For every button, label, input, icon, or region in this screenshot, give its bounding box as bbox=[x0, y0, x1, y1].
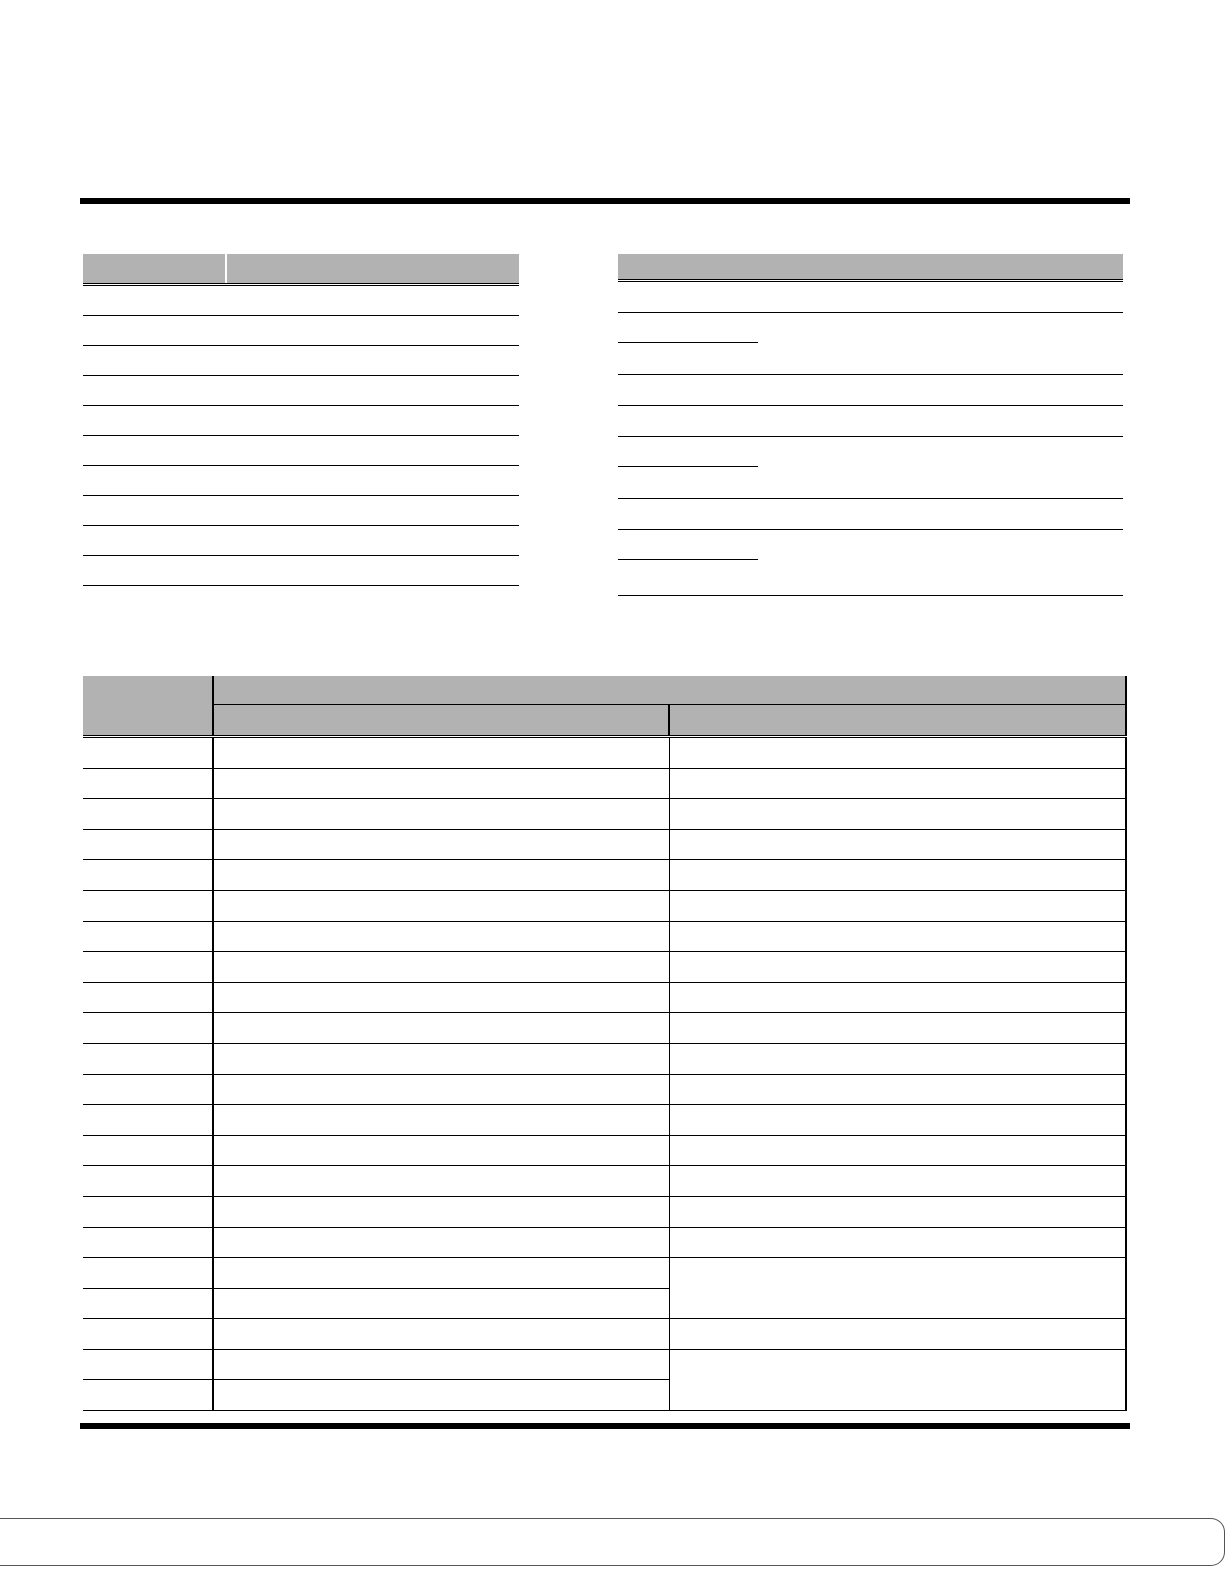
row-key bbox=[83, 860, 213, 891]
spec-right-cell bbox=[618, 406, 1123, 437]
table-row bbox=[83, 1166, 1126, 1197]
row-key bbox=[83, 1288, 213, 1319]
spec-left-label bbox=[83, 526, 226, 556]
row-key bbox=[83, 1380, 213, 1411]
table-row bbox=[83, 436, 519, 466]
row-value-a bbox=[213, 1227, 669, 1258]
row-key bbox=[83, 890, 213, 921]
row-key bbox=[83, 1043, 213, 1074]
main-data-table bbox=[83, 676, 1127, 1411]
spec-left-value bbox=[226, 316, 519, 346]
table-row bbox=[618, 375, 1123, 406]
table-row bbox=[83, 406, 519, 436]
row-value-a bbox=[213, 860, 669, 891]
table-row bbox=[83, 466, 519, 496]
spec-left-value bbox=[226, 346, 519, 376]
row-value-b-merged bbox=[669, 1258, 1126, 1319]
spec-right-cell bbox=[618, 375, 1123, 406]
spec-table-left bbox=[83, 254, 519, 586]
row-key bbox=[83, 1166, 213, 1197]
spec-left-value bbox=[226, 285, 519, 316]
row-key bbox=[83, 1258, 213, 1289]
table-row bbox=[83, 890, 1126, 921]
row-key bbox=[83, 1013, 213, 1044]
table-row bbox=[83, 1013, 1126, 1044]
spec-left-label bbox=[83, 496, 226, 526]
row-value-a bbox=[213, 1105, 669, 1136]
table-row bbox=[83, 526, 519, 556]
spec-left-value bbox=[226, 556, 519, 586]
table-row bbox=[83, 982, 1126, 1013]
row-value-b bbox=[669, 737, 1126, 769]
row-value-b bbox=[669, 982, 1126, 1013]
row-value-a bbox=[213, 1380, 669, 1411]
table-row bbox=[618, 406, 1123, 437]
table-row bbox=[83, 1227, 1126, 1258]
row-value-a bbox=[213, 921, 669, 952]
spec-left-value bbox=[226, 526, 519, 556]
row-key bbox=[83, 1319, 213, 1350]
row-key bbox=[83, 921, 213, 952]
main-sub-header-2 bbox=[669, 705, 1126, 737]
spec-left-header-2 bbox=[226, 254, 519, 285]
table-row bbox=[83, 799, 1126, 830]
table-row bbox=[83, 829, 1126, 860]
row-value-b-merged bbox=[669, 1349, 1126, 1410]
table-row bbox=[618, 437, 1123, 499]
sub-divider bbox=[618, 466, 758, 467]
spec-left-label bbox=[83, 316, 226, 346]
row-value-b bbox=[669, 768, 1126, 799]
row-key bbox=[83, 829, 213, 860]
spec-left-label bbox=[83, 466, 226, 496]
bottom-divider-rule bbox=[80, 1423, 1130, 1429]
row-value-a bbox=[213, 1258, 669, 1289]
row-value-b bbox=[669, 1135, 1126, 1166]
row-value-a bbox=[213, 1043, 669, 1074]
spec-right-cell bbox=[618, 499, 1123, 530]
row-key bbox=[83, 737, 213, 769]
spec-table-right bbox=[618, 254, 1123, 596]
spec-left-value bbox=[226, 466, 519, 496]
sub-divider bbox=[618, 559, 758, 560]
spec-left-header-1 bbox=[83, 254, 226, 285]
sub-divider bbox=[618, 342, 758, 343]
row-value-a bbox=[213, 890, 669, 921]
table-row bbox=[83, 376, 519, 406]
row-key bbox=[83, 1227, 213, 1258]
spec-left-label bbox=[83, 285, 226, 316]
table-row bbox=[618, 499, 1123, 530]
table-row bbox=[83, 556, 519, 586]
row-value-a bbox=[213, 1196, 669, 1227]
row-value-b bbox=[669, 1227, 1126, 1258]
row-value-b bbox=[669, 860, 1126, 891]
spec-left-value bbox=[226, 436, 519, 466]
table-row bbox=[83, 952, 1126, 983]
row-value-a bbox=[213, 1074, 669, 1105]
row-key bbox=[83, 1105, 213, 1136]
spec-left-label bbox=[83, 436, 226, 466]
page-footer-band bbox=[0, 1518, 1225, 1566]
row-value-a bbox=[213, 768, 669, 799]
spec-left-value bbox=[226, 406, 519, 436]
table-row bbox=[83, 1196, 1126, 1227]
table-row bbox=[618, 530, 1123, 596]
row-value-b bbox=[669, 1105, 1126, 1136]
row-value-a bbox=[213, 799, 669, 830]
row-value-a bbox=[213, 1288, 669, 1319]
row-key bbox=[83, 1074, 213, 1105]
table-row bbox=[83, 285, 519, 316]
row-value-a bbox=[213, 1319, 669, 1350]
spec-right-cell bbox=[618, 313, 1123, 375]
row-key bbox=[83, 768, 213, 799]
row-key bbox=[83, 952, 213, 983]
table-row bbox=[83, 346, 519, 376]
table-row bbox=[83, 1349, 1126, 1380]
table-row bbox=[83, 860, 1126, 891]
row-key bbox=[83, 1349, 213, 1380]
spec-left-label bbox=[83, 376, 226, 406]
row-value-b bbox=[669, 1043, 1126, 1074]
row-value-a bbox=[213, 952, 669, 983]
table-row bbox=[83, 496, 519, 526]
row-value-b bbox=[669, 1074, 1126, 1105]
main-sub-header-1 bbox=[213, 705, 669, 737]
row-value-a bbox=[213, 1013, 669, 1044]
spec-right-cell bbox=[618, 530, 1123, 596]
row-value-a bbox=[213, 737, 669, 769]
row-key bbox=[83, 1135, 213, 1166]
row-value-b bbox=[669, 1196, 1126, 1227]
table-row bbox=[83, 1043, 1126, 1074]
table-row bbox=[83, 1135, 1126, 1166]
row-value-b bbox=[669, 829, 1126, 860]
row-value-b bbox=[669, 1319, 1126, 1350]
table-row bbox=[618, 281, 1123, 313]
row-key bbox=[83, 1196, 213, 1227]
spec-left-value bbox=[226, 376, 519, 406]
table-row bbox=[83, 1319, 1126, 1350]
row-value-a bbox=[213, 829, 669, 860]
row-value-a bbox=[213, 1349, 669, 1380]
main-key-header bbox=[83, 676, 213, 737]
spec-left-value bbox=[226, 496, 519, 526]
top-divider-rule bbox=[80, 198, 1130, 204]
row-key bbox=[83, 982, 213, 1013]
row-value-b bbox=[669, 799, 1126, 830]
table-row bbox=[83, 1074, 1126, 1105]
spec-right-cell bbox=[618, 437, 1123, 499]
row-value-a bbox=[213, 1135, 669, 1166]
row-value-b bbox=[669, 1166, 1126, 1197]
table-row bbox=[83, 921, 1126, 952]
row-key bbox=[83, 799, 213, 830]
spec-left-label bbox=[83, 406, 226, 436]
table-row bbox=[83, 316, 519, 346]
table-row bbox=[83, 1105, 1126, 1136]
table-row bbox=[83, 1258, 1126, 1289]
row-value-a bbox=[213, 982, 669, 1013]
row-value-b bbox=[669, 1013, 1126, 1044]
spec-right-header bbox=[618, 254, 1123, 281]
table-row bbox=[618, 313, 1123, 375]
table-row bbox=[83, 737, 1126, 769]
row-value-b bbox=[669, 952, 1126, 983]
spec-left-label bbox=[83, 556, 226, 586]
table-row bbox=[83, 768, 1126, 799]
main-group-header bbox=[213, 676, 1126, 705]
spec-left-label bbox=[83, 346, 226, 376]
spec-right-cell bbox=[618, 281, 1123, 313]
row-value-b bbox=[669, 921, 1126, 952]
row-value-b bbox=[669, 890, 1126, 921]
row-value-a bbox=[213, 1166, 669, 1197]
